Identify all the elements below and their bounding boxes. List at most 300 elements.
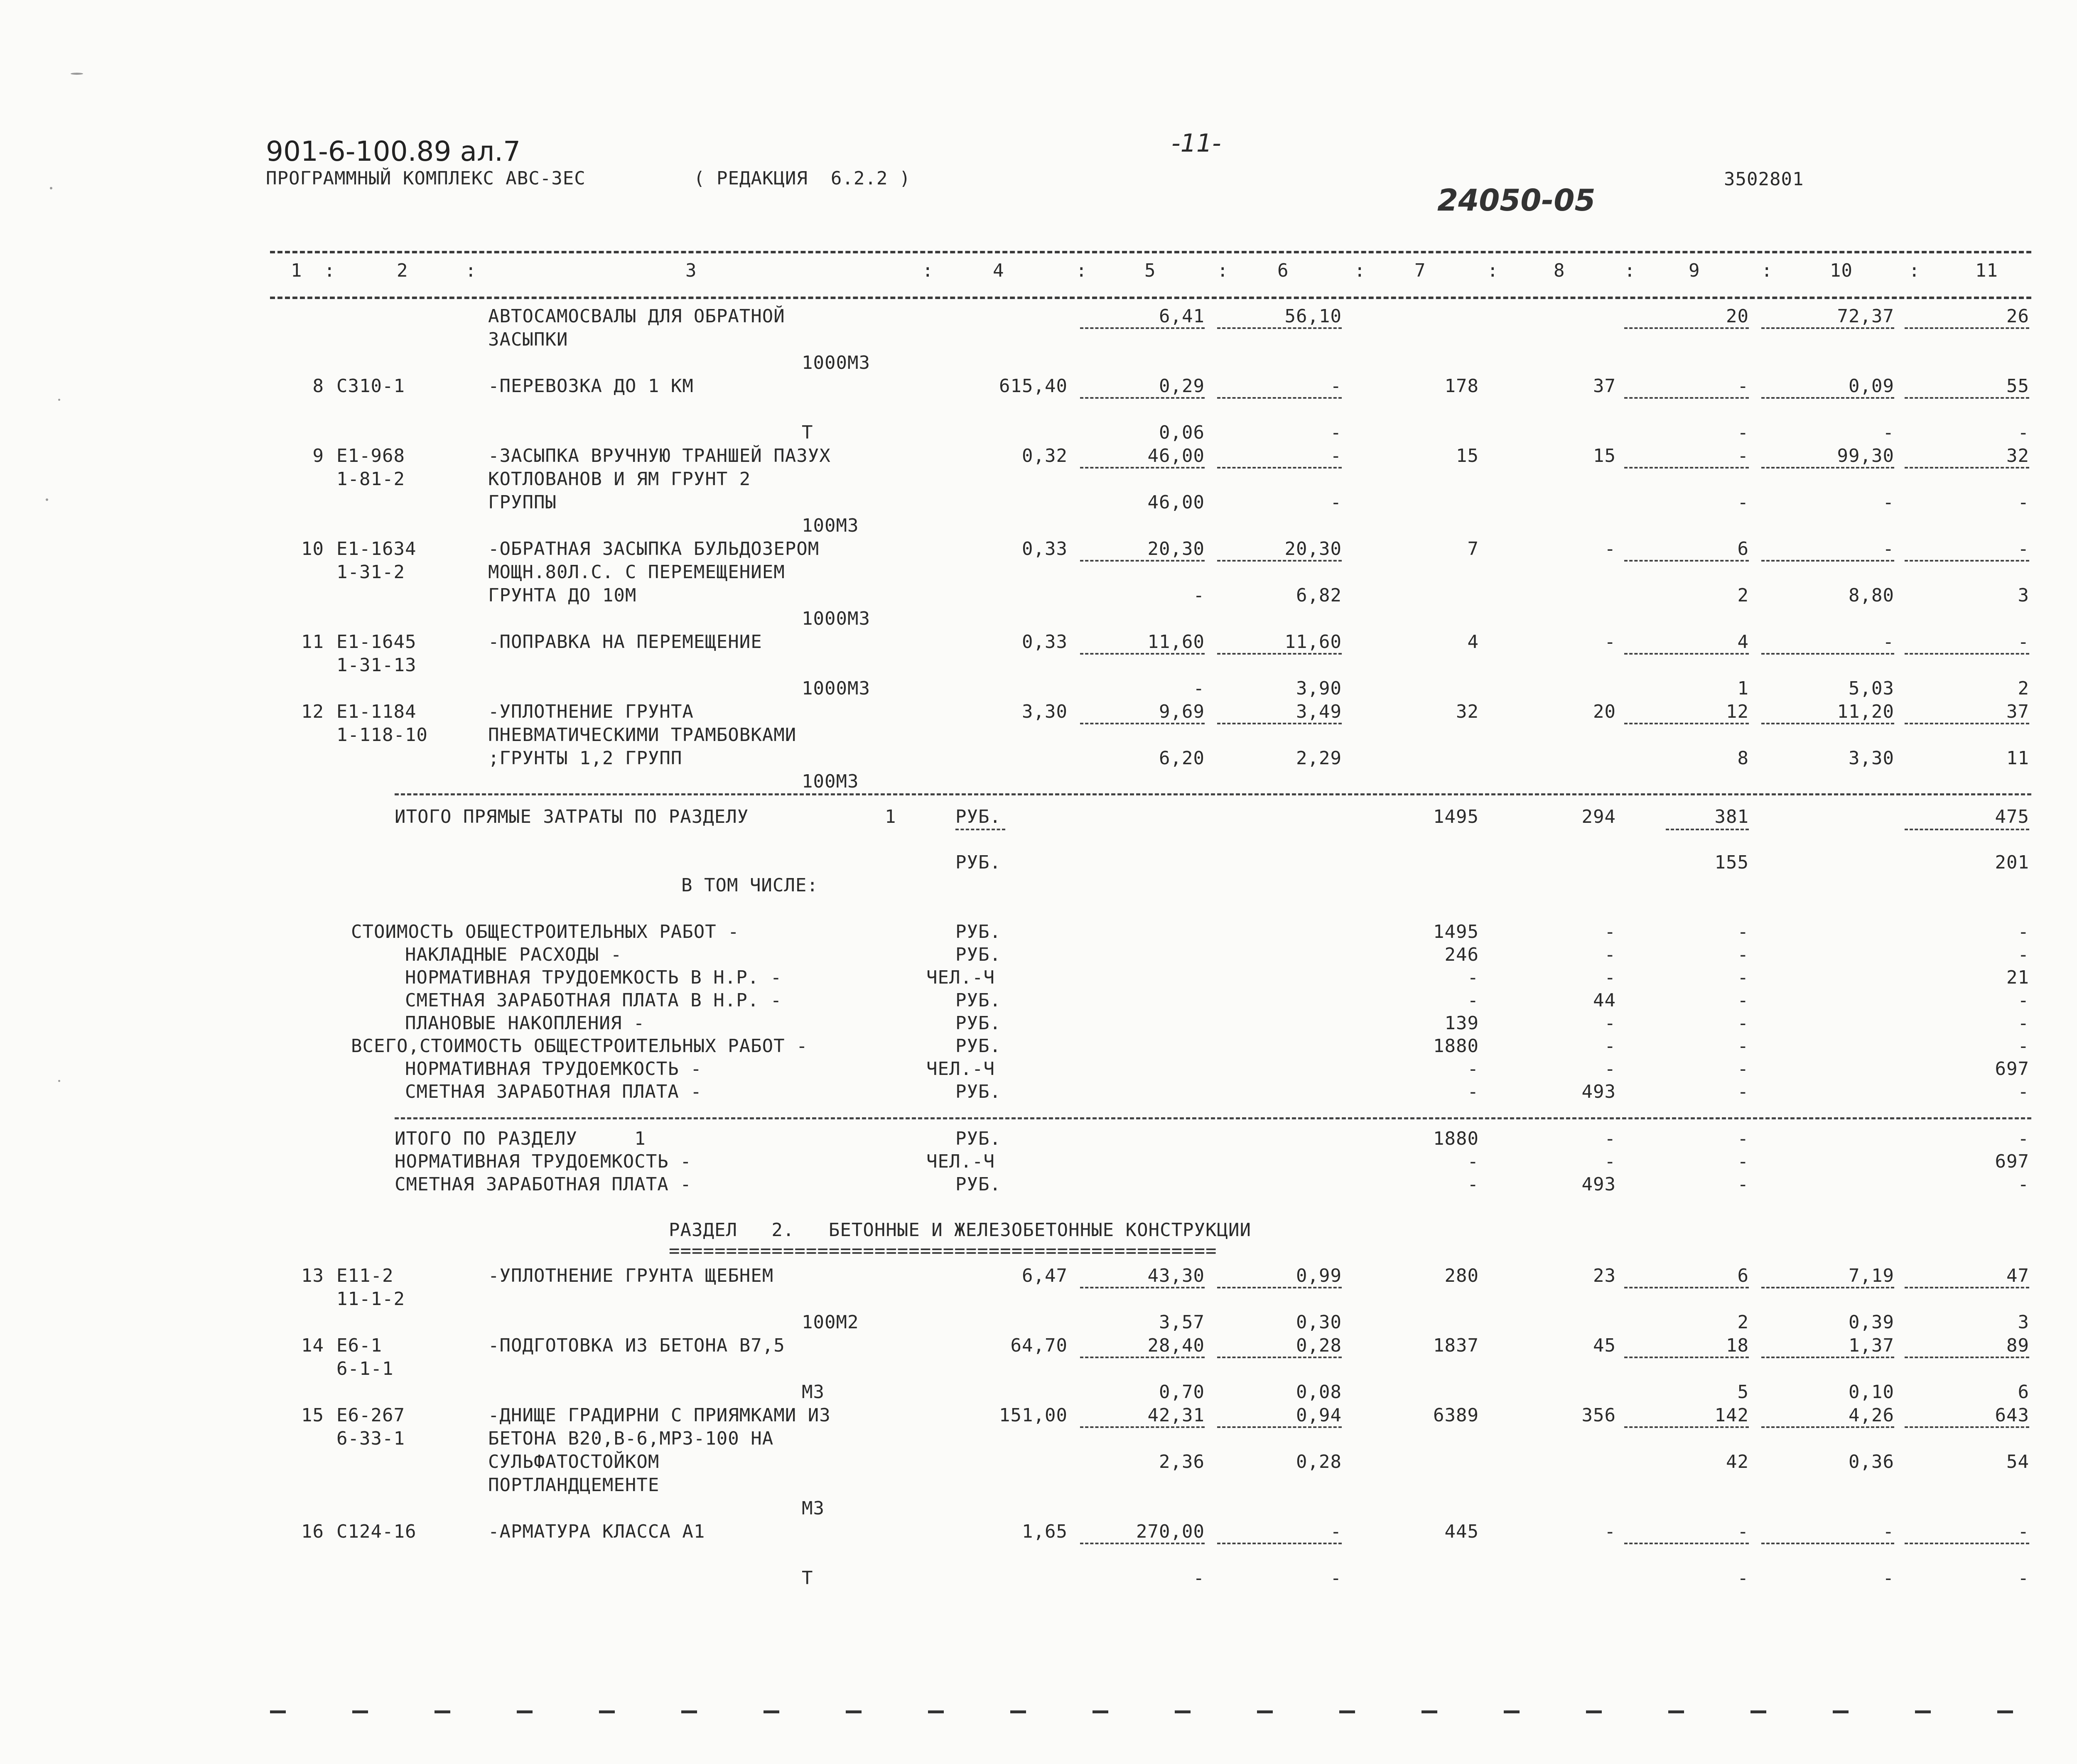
cell-col11: 32	[2006, 445, 2029, 466]
row-unit: 100М3	[802, 771, 859, 792]
cell-col7: -	[1467, 1174, 1479, 1195]
row-code: Е11-2	[336, 1265, 394, 1286]
cell-col7: 1495	[1433, 806, 1479, 827]
underline-rule	[1905, 1543, 2029, 1544]
summary-label: ИТОГО ПО РАЗДЕЛУ 1	[395, 1128, 646, 1149]
cell-col8: 20	[1593, 701, 1616, 722]
underline-rule	[1217, 1426, 1342, 1428]
underline-rule	[1905, 829, 2029, 830]
underline-rule	[1217, 397, 1342, 399]
cell-col9: -	[1737, 445, 1749, 466]
cell-col8: -	[1604, 1013, 1616, 1034]
cell-col8: 44	[1593, 990, 1616, 1011]
separator-rule	[395, 1117, 2031, 1119]
cell-col9: -	[1737, 1058, 1749, 1079]
cell-col9: 142	[1714, 1405, 1749, 1426]
footer-dash	[517, 1710, 533, 1713]
cell-col7: -	[1467, 990, 1479, 1011]
cell-col5-secondary: 0,06	[1159, 422, 1205, 443]
row-description: -ЗАСЫПКА ВРУЧНУЮ ТРАНШЕЙ ПАЗУХ	[488, 445, 831, 466]
summary-unit: ЧЕЛ.-Ч	[926, 1151, 995, 1172]
cell-col5-secondary: -	[1193, 1568, 1205, 1589]
breakdown-unit: ЧЕЛ.-Ч	[926, 1058, 995, 1079]
cell-col9-secondary: 155	[1714, 852, 1749, 873]
cell-col10: 99,30	[1837, 445, 1894, 466]
column-divider: :	[1624, 260, 1636, 281]
breakdown-unit: РУБ.	[955, 1013, 1001, 1034]
footer-dash	[1010, 1710, 1026, 1713]
cell-col8: 45	[1593, 1335, 1616, 1356]
cell-col11-secondary: 2	[2018, 678, 2029, 699]
cell-col7: 1837	[1433, 1335, 1479, 1356]
cell-col10: 72,37	[1837, 306, 1894, 327]
row-unit: Т	[802, 422, 813, 443]
breakdown-label: НОРМАТИВНАЯ ТРУДОЕМКОСТЬ -	[405, 1058, 702, 1079]
column-header: 7	[1414, 260, 1426, 281]
cell-col9: -	[1737, 1035, 1749, 1057]
cell-col10: -	[1883, 631, 1894, 653]
row-code: Е1-1645	[336, 631, 417, 653]
cell-col9: -	[1737, 1128, 1749, 1149]
cell-col10-secondary: -	[1883, 422, 1894, 443]
row-description: ГРУППЫ	[488, 492, 557, 513]
row-unit: 1000М3	[802, 352, 870, 373]
underline-rule	[1624, 723, 1749, 724]
cell-col10: 7,19	[1849, 1265, 1894, 1286]
cell-col8: -	[1604, 631, 1616, 653]
column-header: 8	[1554, 260, 1565, 281]
cell-col9: -	[1737, 1013, 1749, 1034]
cell-col11: 697	[1995, 1058, 2029, 1079]
cell-col7: -	[1467, 1151, 1479, 1172]
underline-rule	[1624, 327, 1749, 329]
footer-dash	[352, 1710, 368, 1713]
cell-col6-secondary: 6,82	[1296, 585, 1342, 606]
underline-rule	[1666, 829, 1749, 830]
cell-col11-secondary: 6	[2018, 1381, 2029, 1403]
cell-col7: -	[1467, 1081, 1479, 1102]
row-unit: 100М2	[802, 1312, 859, 1333]
cell-col11-secondary: 11	[2006, 748, 2029, 769]
cell-col11: 475	[1995, 806, 2029, 827]
cell-col8: 493	[1581, 1081, 1616, 1102]
underline-rule	[1217, 560, 1342, 562]
cell-col8: 23	[1593, 1265, 1616, 1286]
cell-col10: 0,09	[1849, 375, 1894, 397]
cell-col11-secondary: 3	[2018, 585, 2029, 606]
cell-col6: 0,94	[1296, 1405, 1342, 1426]
footer-dash	[599, 1710, 615, 1713]
breakdown-label: СТОИМОСТЬ ОБЩЕСТРОИТЕЛЬНЫХ РАБОТ -	[351, 921, 739, 942]
cell-col11-secondary: 201	[1995, 852, 2029, 873]
cell-col11: 89	[2006, 1335, 2029, 1356]
cell-col5: 28,40	[1147, 1335, 1205, 1356]
column-divider: :	[1909, 260, 1920, 281]
cell-col6-secondary: 3,90	[1296, 678, 1342, 699]
cell-col10: 4,26	[1849, 1405, 1894, 1426]
page-number: -11-	[1171, 129, 1221, 158]
cell-col7: 139	[1444, 1013, 1479, 1034]
cell-col9: -	[1737, 967, 1749, 988]
cell-col6: 0,28	[1296, 1335, 1342, 1356]
cell-col8: 356	[1581, 1405, 1616, 1426]
cell-col4: 0,33	[1022, 538, 1068, 559]
cell-col5: 6,41	[1159, 306, 1205, 327]
cell-col8: -	[1604, 1151, 1616, 1172]
cell-col7: 15	[1456, 445, 1479, 466]
cell-col5-secondary: 0,70	[1159, 1381, 1205, 1403]
program-name: ПРОГРАММНЫЙ КОМПЛЕКС АВС-3ЕС	[266, 168, 586, 189]
cell-col6-secondary: -	[1330, 422, 1342, 443]
cell-col4: 64,70	[1010, 1335, 1068, 1356]
footer-dash	[1833, 1710, 1849, 1713]
row-number: 13	[301, 1265, 324, 1286]
edition-label: ( РЕДАКЦИЯ 6.2.2 )	[694, 168, 911, 189]
cell-col9: -	[1737, 1151, 1749, 1172]
cell-col11: -	[2018, 1013, 2029, 1034]
footer-dash	[1504, 1710, 1520, 1713]
cell-col7: 6389	[1433, 1405, 1479, 1426]
row-code: С124-16	[336, 1521, 417, 1542]
footer-dash	[1257, 1710, 1273, 1713]
row-code: Е6-1	[336, 1335, 382, 1356]
cell-col11: 37	[2006, 701, 2029, 722]
cell-col11: -	[2018, 538, 2029, 559]
column-divider: :	[922, 260, 934, 281]
row-code-secondary: 1-81-2	[336, 469, 405, 490]
row-number: 12	[301, 701, 324, 722]
scan-speck	[46, 498, 48, 501]
cell-col10: -	[1883, 538, 1894, 559]
underline-rule	[1761, 1287, 1894, 1288]
cell-col11: 697	[1995, 1151, 2029, 1172]
cell-col11: 26	[2006, 306, 2029, 327]
column-header: 4	[993, 260, 1004, 281]
breakdown-label: НОРМАТИВНАЯ ТРУДОЕМКОСТЬ В Н.Р. -	[405, 967, 782, 988]
row-description: ;ГРУНТЫ 1,2 ГРУПП	[488, 748, 683, 769]
cell-col8: -	[1604, 1058, 1616, 1079]
underline-rule	[1905, 397, 2029, 399]
cell-col9: -	[1737, 944, 1749, 965]
cell-col10: 1,37	[1849, 1335, 1894, 1356]
cell-col11: -	[2018, 631, 2029, 653]
unit: РУБ.	[955, 852, 1001, 873]
cell-col8: -	[1604, 1128, 1616, 1149]
cell-col5: 9,69	[1159, 701, 1205, 722]
underline-rule	[1761, 327, 1894, 329]
underline-rule	[1761, 467, 1894, 469]
cell-col7: 32	[1456, 701, 1479, 722]
cell-col5-secondary: -	[1193, 585, 1205, 606]
cell-col11: 55	[2006, 375, 2029, 397]
cell-col9: -	[1737, 1174, 1749, 1195]
column-divider: :	[1761, 260, 1773, 281]
cell-col10-secondary: -	[1883, 492, 1894, 513]
row-description: ПОРТЛАНДЦЕМЕНТЕ	[488, 1474, 660, 1496]
underline-rule	[1761, 560, 1894, 562]
underline-rule	[1080, 1543, 1205, 1544]
cell-col11: -	[2018, 990, 2029, 1011]
underline-rule	[1080, 1357, 1205, 1358]
cell-col6-secondary: 0,28	[1296, 1451, 1342, 1472]
header-rule	[270, 297, 2031, 299]
breakdown-unit: РУБ.	[955, 944, 1001, 965]
breakdown-label: НАКЛАДНЫЕ РАСХОДЫ -	[405, 944, 622, 965]
row-code-secondary: 1-31-2	[336, 562, 405, 583]
column-header: 11	[1975, 260, 1998, 281]
cell-col5: 43,30	[1147, 1265, 1205, 1286]
breakdown-label: СМЕТНАЯ ЗАРАБОТНАЯ ПЛАТА В Н.Р. -	[405, 990, 782, 1011]
cell-col11: -	[2018, 944, 2029, 965]
underline-rule	[1080, 397, 1205, 399]
underline-rule	[1217, 653, 1342, 655]
summary-label: СМЕТНАЯ ЗАРАБОТНАЯ ПЛАТА -	[395, 1174, 692, 1195]
underline-rule	[1080, 327, 1205, 329]
column-header: 6	[1277, 260, 1289, 281]
row-number: 9	[312, 445, 324, 466]
cell-col11: 643	[1995, 1405, 2029, 1426]
cell-col6-secondary: -	[1330, 1568, 1342, 1589]
cell-col10-secondary: 8,80	[1849, 585, 1894, 606]
underline-rule	[1905, 1426, 2029, 1428]
cell-col9: 6	[1737, 1265, 1749, 1286]
column-header: 2	[397, 260, 408, 281]
cell-col9: 20	[1726, 306, 1749, 327]
cell-col9-secondary: -	[1737, 492, 1749, 513]
scan-speck	[50, 187, 52, 189]
footer-dash	[928, 1710, 944, 1713]
cell-col5: 11,60	[1147, 631, 1205, 653]
row-description: -УПЛОТНЕНИЕ ГРУНТА ЩЕБНЕМ	[488, 1265, 774, 1286]
underline-rule	[1080, 723, 1205, 724]
row-description: -ПОПРАВКА НА ПЕРЕМЕЩЕНИЕ	[488, 631, 762, 653]
cell-col11-secondary: -	[2018, 1568, 2029, 1589]
cell-col4: 6,47	[1022, 1265, 1068, 1286]
row-code: С310-1	[336, 375, 405, 397]
cell-col11: -	[2018, 1128, 2029, 1149]
cell-col10-secondary: 0,10	[1849, 1381, 1894, 1403]
footer-dash	[435, 1710, 450, 1713]
summary-unit: РУБ.	[955, 1128, 1001, 1149]
footer-dash	[1915, 1710, 1931, 1713]
cell-col4: 0,33	[1022, 631, 1068, 653]
cell-col11: -	[2018, 921, 2029, 942]
cell-col5: 42,31	[1147, 1405, 1205, 1426]
footer-dash	[1997, 1710, 2013, 1713]
cell-col6: -	[1330, 445, 1342, 466]
section-total-label: ИТОГО ПРЯМЫЕ ЗАТРАТЫ ПО РАЗДЕЛУ	[395, 806, 749, 827]
underline-rule	[1217, 1287, 1342, 1288]
cell-col8: 37	[1593, 375, 1616, 397]
underline-rule	[1217, 1543, 1342, 1544]
cell-col11-secondary: -	[2018, 492, 2029, 513]
cell-col8: -	[1604, 1035, 1616, 1057]
breakdown-unit: РУБ.	[955, 990, 1001, 1011]
underline-rule	[1080, 1287, 1205, 1288]
cell-col8: 294	[1581, 806, 1616, 827]
column-header: 3	[685, 260, 697, 281]
row-code-secondary: 6-1-1	[336, 1358, 394, 1379]
breakdown-label: СМЕТНАЯ ЗАРАБОТНАЯ ПЛАТА -	[405, 1081, 702, 1102]
cell-col5: 0,29	[1159, 375, 1205, 397]
cell-col8: -	[1604, 1521, 1616, 1542]
underline-rule	[1624, 1543, 1749, 1544]
cell-col4: 615,40	[999, 375, 1068, 397]
doc-code-right: 3502801	[1724, 169, 1804, 190]
row-code-secondary: 1-31-13	[336, 655, 417, 676]
cell-col7: 1495	[1433, 921, 1479, 942]
footer-dash	[846, 1710, 862, 1713]
cell-col5-secondary: -	[1193, 678, 1205, 699]
row-code: Е1-968	[336, 445, 405, 466]
cell-col8: -	[1604, 967, 1616, 988]
row-description: МОЩН.80Л.С. С ПЕРЕМЕЩЕНИЕМ	[488, 562, 785, 583]
underline-rule	[1624, 653, 1749, 655]
underline-rule	[1761, 1543, 1894, 1544]
cell-col9-secondary: 42	[1726, 1451, 1749, 1472]
row-number: 14	[301, 1335, 324, 1356]
cell-col5: 46,00	[1147, 445, 1205, 466]
cell-col9: -	[1737, 921, 1749, 942]
underline-rule	[1905, 327, 2029, 329]
stamp-number: 24050-05	[1437, 183, 1596, 218]
breakdown-label: ВСЕГО,СТОИМОСТЬ ОБЩЕСТРОИТЕЛЬНЫХ РАБОТ -	[351, 1035, 808, 1057]
column-divider: :	[465, 260, 477, 281]
separator-rule	[395, 793, 2031, 795]
cell-col6: 56,10	[1284, 306, 1342, 327]
row-description: ГРУНТА ДО 10М	[488, 585, 637, 606]
row-description: -ПОДГОТОВКА ИЗ БЕТОНА В7,5	[488, 1335, 785, 1356]
row-description: КОТЛОВАНОВ И ЯМ ГРУНТ 2	[488, 469, 751, 490]
row-code: Е6-267	[336, 1405, 405, 1426]
column-divider: :	[1217, 260, 1229, 281]
cell-col10-secondary: 3,30	[1849, 748, 1894, 769]
cell-col11: 47	[2006, 1265, 2029, 1286]
column-header: 10	[1830, 260, 1853, 281]
row-description: -АРМАТУРА КЛАССА А1	[488, 1521, 705, 1542]
underline-rule	[1624, 1287, 1749, 1288]
column-header: 1	[291, 260, 302, 281]
cell-col9-secondary: -	[1737, 1568, 1749, 1589]
row-code-secondary: 6-33-1	[336, 1428, 405, 1449]
cell-col11-secondary: 54	[2006, 1451, 2029, 1472]
column-header: 9	[1689, 260, 1700, 281]
cell-col9-secondary: 2	[1737, 585, 1749, 606]
row-description: -ОБРАТНАЯ ЗАСЫПКА БУЛЬДОЗЕРОМ	[488, 538, 820, 559]
row-description: -ПЕРЕВОЗКА ДО 1 КМ	[488, 375, 694, 397]
underline-rule	[1080, 560, 1205, 562]
cell-col10-secondary: -	[1883, 1568, 1894, 1589]
row-unit: М3	[802, 1381, 825, 1403]
document-code: 901-6-100.89 ал.7	[266, 135, 521, 167]
cell-col9: -	[1737, 1081, 1749, 1102]
cell-col10: -	[1883, 1521, 1894, 1542]
row-code-secondary: 1-118-10	[336, 724, 428, 746]
cell-col10-secondary: 0,39	[1849, 1312, 1894, 1333]
section-number: 1	[885, 806, 896, 827]
cell-col5-secondary: 2,36	[1159, 1451, 1205, 1472]
cell-col9-secondary: 1	[1737, 678, 1749, 699]
row-unit: 1000М3	[802, 608, 870, 629]
cell-col6: 20,30	[1284, 538, 1342, 559]
cell-col8: -	[1604, 538, 1616, 559]
cell-col11-secondary: 3	[2018, 1312, 2029, 1333]
underline-rule	[1905, 653, 2029, 655]
cell-col9-secondary: -	[1737, 422, 1749, 443]
cell-col7: 1880	[1433, 1128, 1479, 1149]
row-description: ЗАСЫПКИ	[488, 329, 568, 350]
cell-col5-secondary: 6,20	[1159, 748, 1205, 769]
cell-col5-secondary: 3,57	[1159, 1312, 1205, 1333]
row-code: Е1-1184	[336, 701, 417, 722]
row-description: БЕТОНА В20,В-6,МРЗ-100 НА	[488, 1428, 774, 1449]
cell-col6-secondary: 0,30	[1296, 1312, 1342, 1333]
cell-col7: 280	[1444, 1265, 1479, 1286]
cell-col11: -	[2018, 1035, 2029, 1057]
underline-rule	[1217, 327, 1342, 329]
underline-rule	[1080, 653, 1205, 655]
underline-rule	[1080, 1426, 1205, 1428]
cell-col7: 7	[1467, 538, 1479, 559]
breakdown-unit: РУБ.	[955, 921, 1001, 942]
including-label: В ТОМ ЧИСЛЕ:	[681, 875, 818, 896]
cell-col7: 4	[1467, 631, 1479, 653]
cell-col6: 0,99	[1296, 1265, 1342, 1286]
cell-col9: -	[1737, 1521, 1749, 1542]
section-title: РАЗДЕЛ 2. БЕТОННЫЕ И ЖЕЛЕЗОБЕТОННЫЕ КОНСТРУКЦИИ	[669, 1219, 1252, 1241]
cell-col7: 178	[1444, 375, 1479, 397]
footer-dash	[681, 1710, 697, 1713]
cell-col6: 11,60	[1284, 631, 1342, 653]
breakdown-unit: РУБ.	[955, 1081, 1001, 1102]
row-code-secondary: 11-1-2	[336, 1288, 405, 1310]
cell-col7: 1880	[1433, 1035, 1479, 1057]
cell-col6: 3,49	[1296, 701, 1342, 722]
cell-col9: 6	[1737, 538, 1749, 559]
summary-unit: РУБ.	[955, 1174, 1001, 1195]
cell-col6-secondary: -	[1330, 492, 1342, 513]
cell-col6-secondary: 2,29	[1296, 748, 1342, 769]
column-divider: :	[1487, 260, 1499, 281]
row-number: 8	[312, 375, 324, 397]
breakdown-label: ПЛАНОВЫЕ НАКОПЛЕНИЯ -	[405, 1013, 645, 1034]
footer-dash	[1668, 1710, 1684, 1713]
cell-col4: 3,30	[1022, 701, 1068, 722]
underline-rule	[1761, 1357, 1894, 1358]
underline-rule	[1761, 653, 1894, 655]
underline-rule	[1217, 723, 1342, 724]
cell-col9: -	[1737, 990, 1749, 1011]
row-number: 15	[301, 1405, 324, 1426]
underline-rule	[1217, 467, 1342, 469]
row-unit: 100М3	[802, 515, 859, 536]
section-title-underline: ================================================	[669, 1240, 1217, 1261]
cell-col8: -	[1604, 921, 1616, 942]
underline-rule	[955, 829, 1005, 830]
row-number: 16	[301, 1521, 324, 1542]
cell-col6-secondary: 0,08	[1296, 1381, 1342, 1403]
top-rule	[270, 251, 2031, 253]
cell-col5: 270,00	[1136, 1521, 1205, 1542]
underline-rule	[1905, 1287, 2029, 1288]
footer-dash	[1093, 1710, 1108, 1713]
breakdown-unit: ЧЕЛ.-Ч	[926, 967, 995, 988]
underline-rule	[1761, 1426, 1894, 1428]
row-unit: 1000М3	[802, 678, 870, 699]
cell-col5-secondary: 46,00	[1147, 492, 1205, 513]
scan-speck	[58, 399, 60, 401]
footer-dash	[1750, 1710, 1766, 1713]
